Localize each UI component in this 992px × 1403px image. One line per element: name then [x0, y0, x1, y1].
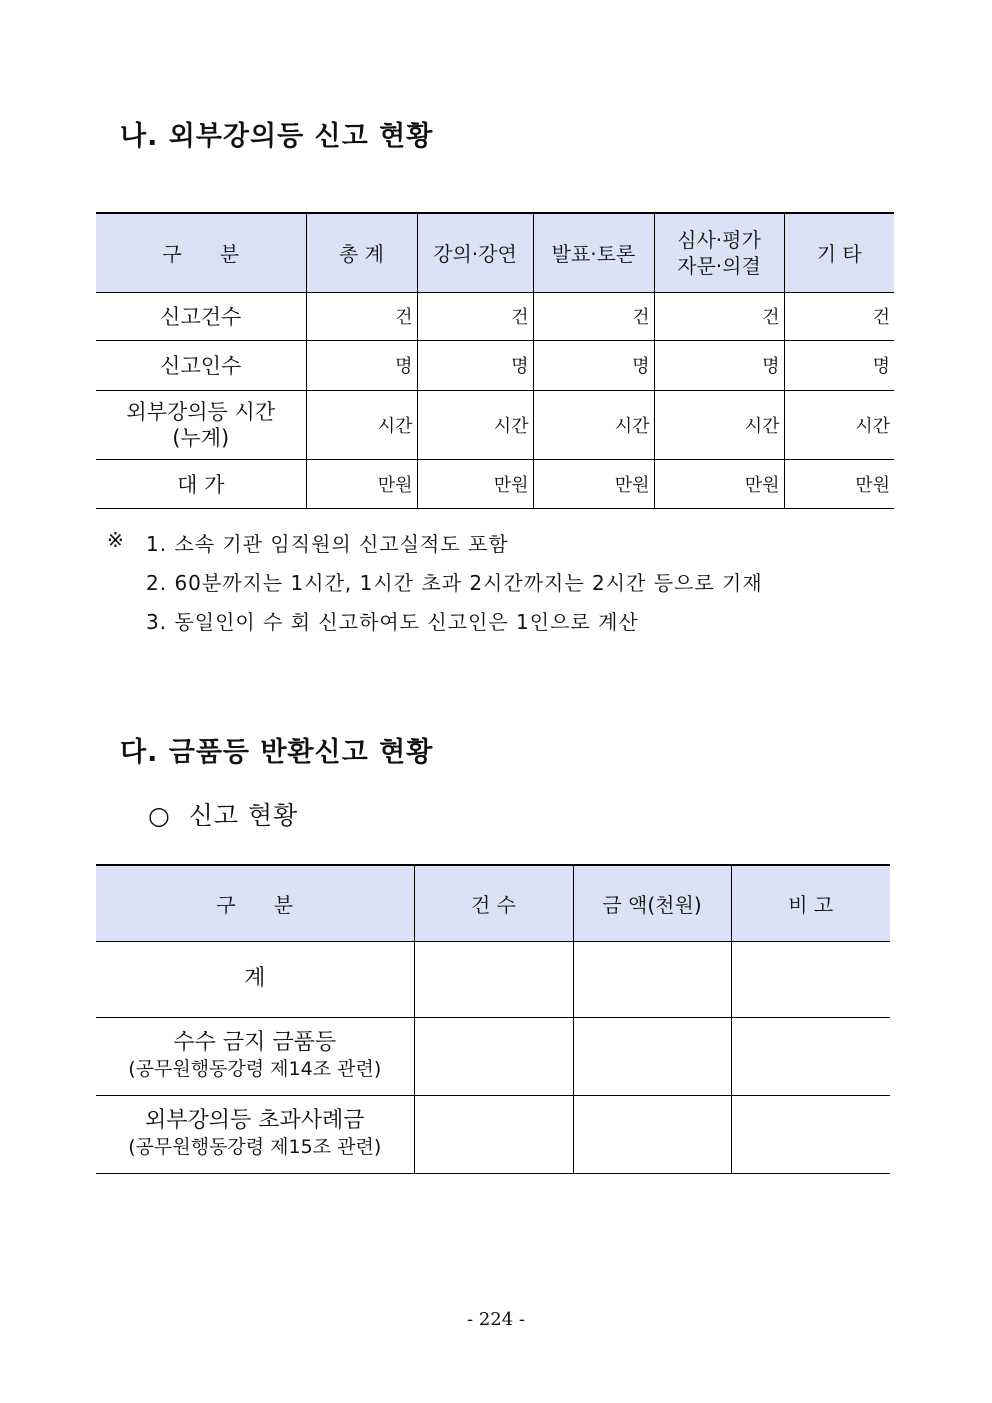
header-category: 구 분	[96, 213, 306, 292]
header-remarks: 비 고	[731, 865, 890, 941]
header-review: 심사·평가	[677, 227, 761, 252]
note-item: 2. 60분까지는 1시간, 1시간 초과 2시간까지는 2시간 등으로 기재	[146, 571, 763, 595]
unit-cell: 명	[533, 340, 654, 390]
header-total: 총 계	[306, 213, 417, 292]
row-label: 대 가	[96, 459, 306, 508]
row-label-line2: (누계)	[172, 425, 230, 450]
row-label-line1: 외부강의등 시간	[126, 399, 276, 424]
unit-cell: 명	[417, 340, 533, 390]
unit-cell: 명	[306, 340, 417, 390]
section-da-subtitle: ○ 신고 현황	[148, 801, 299, 830]
note-item: 3. 동일인이 수 회 신고하여도 신고인은 1인으로 계산	[146, 610, 639, 634]
count-cell	[414, 941, 573, 1017]
gift-return-report-table	[96, 864, 890, 1174]
unit-cell: 시간	[784, 390, 894, 459]
table-row	[96, 292, 894, 340]
unit-cell: 명	[654, 340, 784, 390]
section-da-title: 다. 금품등 반환신고 현황	[120, 737, 434, 768]
external-lecture-report-table	[96, 212, 894, 509]
unit-cell: 만원	[306, 459, 417, 508]
amount-cell	[573, 1017, 731, 1095]
header-review-advisory	[654, 213, 784, 292]
row-label: 신고인수	[96, 340, 306, 390]
row-label	[96, 1095, 414, 1173]
header-other: 기 타	[784, 213, 894, 292]
header-presentation: 발표·토론	[533, 213, 654, 292]
unit-cell: 만원	[784, 459, 894, 508]
note-mark: ※	[107, 528, 125, 552]
table-row	[96, 1095, 890, 1173]
table-row	[96, 390, 894, 459]
table-row	[96, 941, 890, 1017]
amount-cell	[573, 1095, 731, 1173]
header-category: 구 분	[96, 865, 414, 941]
table-row	[96, 459, 894, 508]
row-label	[96, 1017, 414, 1095]
header-amount: 금 액(천원)	[573, 865, 731, 941]
remarks-cell	[731, 1017, 890, 1095]
row-label-main: 수수 금지 금품등	[173, 1030, 337, 1055]
unit-cell: 만원	[654, 459, 784, 508]
header-count: 건 수	[414, 865, 573, 941]
table-row	[96, 1017, 890, 1095]
unit-cell: 시간	[533, 390, 654, 459]
unit-cell: 건	[654, 292, 784, 340]
unit-cell: 건	[784, 292, 894, 340]
header-advisory: 자문·의결	[677, 253, 761, 278]
row-label-sub: (공무원행동강령 제14조 관련)	[128, 1058, 382, 1080]
unit-cell: 시간	[306, 390, 417, 459]
amount-cell	[573, 941, 731, 1017]
remarks-cell	[731, 1095, 890, 1173]
row-label: 계	[96, 941, 414, 1017]
unit-cell: 건	[417, 292, 533, 340]
section-na-title: 나. 외부강의등 신고 현황	[120, 121, 434, 152]
page-number: - 224 -	[467, 1309, 525, 1330]
header-lecture: 강의·강연	[417, 213, 533, 292]
table-row	[96, 340, 894, 390]
row-label-main: 외부강의등 초과사례금	[144, 1108, 365, 1133]
unit-cell: 만원	[533, 459, 654, 508]
unit-cell: 시간	[654, 390, 784, 459]
count-cell	[414, 1095, 573, 1173]
row-label	[96, 390, 306, 459]
row-label-sub: (공무원행동강령 제15조 관련)	[128, 1136, 382, 1158]
note-item: 1. 소속 기관 임직원의 신고실적도 포함	[146, 532, 509, 556]
remarks-cell	[731, 941, 890, 1017]
unit-cell: 건	[306, 292, 417, 340]
row-label: 신고건수	[96, 292, 306, 340]
unit-cell: 건	[533, 292, 654, 340]
count-cell	[414, 1017, 573, 1095]
unit-cell: 만원	[417, 459, 533, 508]
unit-cell: 시간	[417, 390, 533, 459]
unit-cell: 명	[784, 340, 894, 390]
